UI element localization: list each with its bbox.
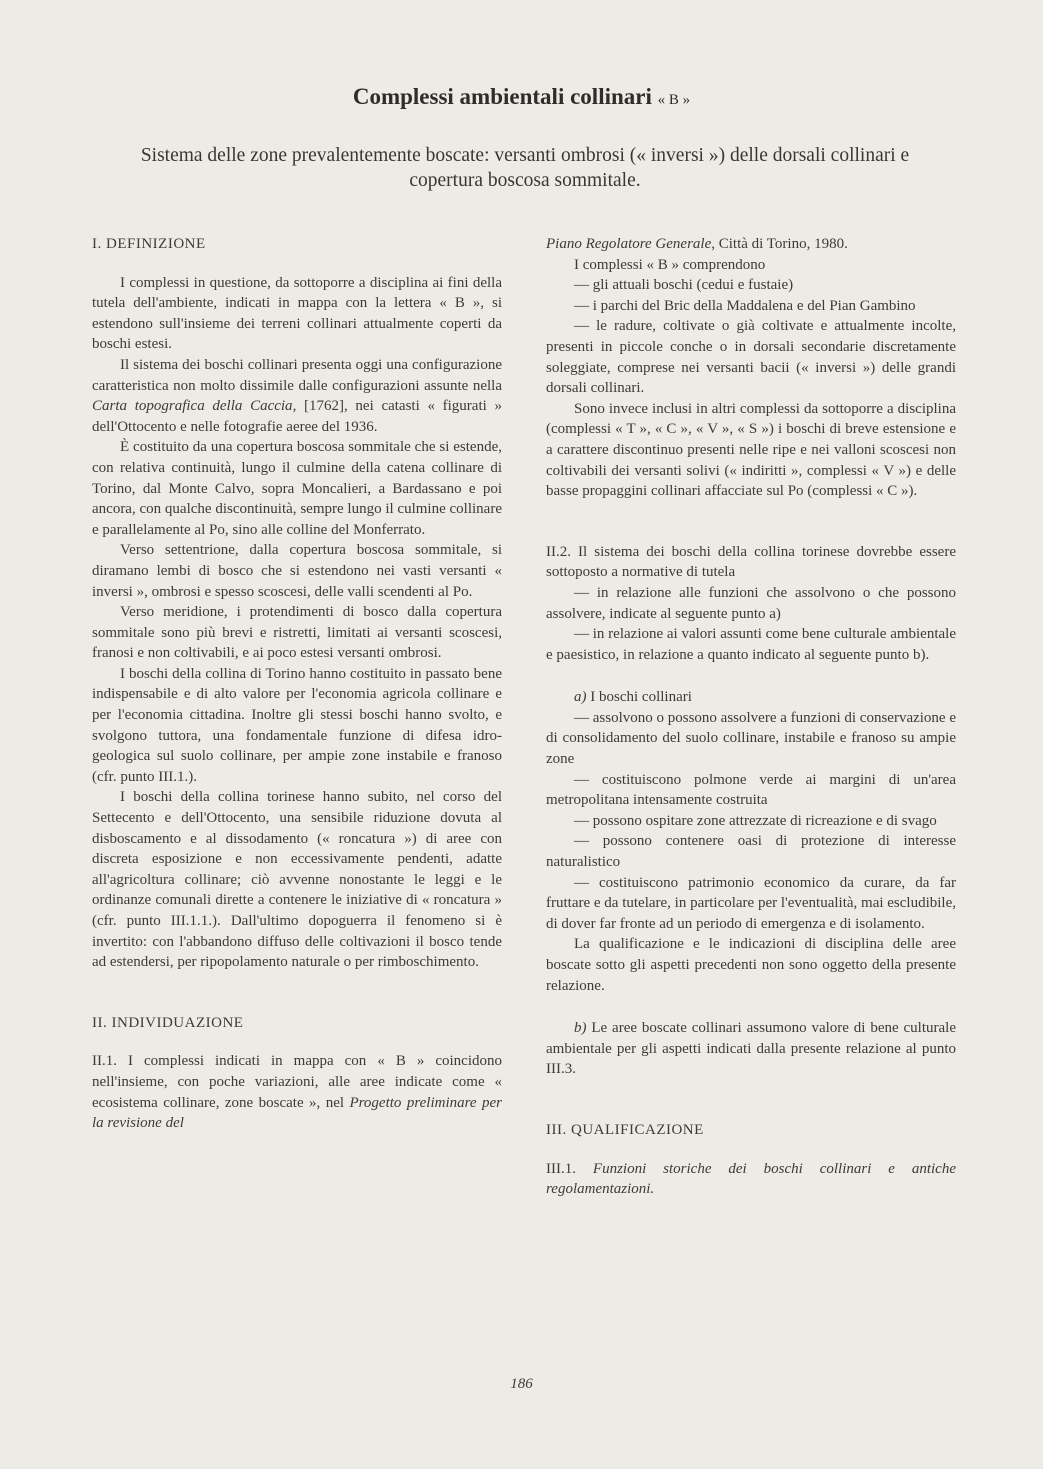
- list-item: — costituiscono polmone verde ai margini di un'area metropolitana intensamente costruita: [546, 771, 956, 809]
- paragraph: [546, 234, 956, 255]
- paragraph-text: II.1. I complessi indicati in mappa con « B » coincidono nell'insieme, con poche variazioni, alle aree indicate come « ecosistema collinare, zone boscate », nel: [92, 1053, 502, 1111]
- paragraph-text: Il sistema dei boschi collinari presenta oggi una configurazione caratteristica non molto dissimile dalle configurazioni assunte nella: [92, 356, 502, 394]
- paragraph: [92, 1051, 502, 1133]
- paragraph-text: III.1.: [546, 1160, 593, 1177]
- paragraph: I boschi della collina di Torino hanno costituito in passato bene indispensabile e di alto valore per l'economia agricola collinare e per l'economia cittadina. Inoltre gli stessi boschi hanno svolto, e svolgono tuttora, una fondamentale funzione di difesa idro-geologica sul suolo collinare, per ampie zone instabile e franoso (cfr. punto III.1.).: [92, 665, 502, 785]
- list-item: — costituiscono patrimonio economico da curare, da far fruttare e da tutelare, in particolare per l'eventualità, mai escludibile, di dover far fronte ad un periodo di emergenza e di isolamento.: [546, 874, 957, 932]
- right-column: [546, 234, 956, 1200]
- paragraph: II.2. Il sistema dei boschi della collina torinese dovrebbe essere sottoposto a normative di tutela: [546, 543, 956, 581]
- page-subtitle: Sistema delle zone prevalentemente boscate: versanti ombrosi (« inversi ») delle dorsali collinari e copertura boscosa sommitale.: [140, 145, 910, 191]
- list-item: — in relazione alle funzioni che assolvono o che possono assolvere, indicate al seguente punto a): [546, 584, 956, 622]
- paragraph: [546, 687, 956, 708]
- list-item: — assolvono o possono assolvere a funzioni di conservazione e di consolidamento del suolo collinare, instabile e franoso su ampie zone: [546, 709, 956, 768]
- paragraph: Verso settentrione, dalla copertura boscosa sommitale, si diramano lembi di bosco che si estendono nei vasti versanti « inversi », ombrosi e spesso scoscesi, delle valli scendenti al Po.: [92, 542, 502, 600]
- page-number: 186: [510, 1376, 533, 1392]
- paragraph: [546, 1159, 956, 1200]
- paragraph: Verso meridione, i protendimenti di bosco dalla copertura sommitale sono più brevi e ristretti, limitati ai versanti scoscesi, franosi e non coltivabili, e ai poco estesi versanti ombrosi.: [92, 604, 502, 662]
- citation-title: Progetto preliminare per la revisione del: [92, 1094, 502, 1132]
- paragraph: I complessi in questione, da sottoporre a disciplina ai fini della tutela dell'ambiente, indicati in mappa con la lettera « B », si estendono sull'insieme dei terreni collinari attualmente coperti da boschi estesi.: [92, 274, 502, 353]
- subsection-title: Funzioni storiche dei boschi collinari e antiche regolamentazioni.: [546, 1160, 956, 1198]
- paragraph: [92, 355, 502, 437]
- citation-title: Piano Regolatore Generale: [546, 236, 712, 252]
- paragraph: È costituito da una copertura boscosa sommitale che si estende, con relativa continuità, lungo il culmine della catena collinare di Torino, dal Monte Calvo, sopra Moncalieri, a Bardassano e poi ancora, con qualche discontinuità, sempre lungo il culmine collinare e parallelamente al Po, sino alle colline del Monferrato.: [92, 439, 502, 538]
- list-item: — possono contenere oasi di protezione di interesse naturalistico: [546, 833, 956, 871]
- paragraph: Sono invece inclusi in altri complessi da sottoporre a disciplina (complessi « T », « C », « V », « S ») i boschi di breve estensione e a carattere discontinuo presenti nelle ripe e nei valloni scoscesi non coltivabili dei versanti solivi (« indiritti », complessi « V ») e delle basse propaggini collinari affacciate sul Po (complessi « C »).: [546, 400, 956, 500]
- paragraph: I boschi della collina torinese hanno subito, nel corso del Settecento e dell'Ottocento, una sensibile riduzione dovuta al disboscamento e al dissodamento (« roncatura ») di aree con discreta esposizione e non eccessivamente pendenti, adatte all'agricoltura collinare; ciò avvenne nonostante le leggi e le ordinanze comunali dirette a contenere le iniziative di « roncatura » (cfr. punto III.1.1.). Dall'ultimo dopoguerra il fenomeno si è invertito: con l'abbandono diffuso delle coltivazioni il bosco tende ad estendersi, per ripopolamento naturale o per rimboschimento.: [92, 789, 502, 971]
- paragraph: [546, 1018, 956, 1080]
- left-column: [92, 234, 502, 1134]
- title-text: Complessi ambientali collinari: [352, 84, 652, 109]
- paragraph: I complessi « B » comprendono: [574, 256, 766, 273]
- list-item: — possono ospitare zone attrezzate di ricreazione e di svago: [574, 812, 937, 829]
- paragraph-text: , Città di Torino, 1980.: [711, 236, 848, 252]
- citation-title: Carta topografica della Caccia: [92, 398, 293, 415]
- item-letter: b): [574, 1020, 587, 1037]
- list-item: — i parchi del Bric della Maddalena e del Pian Gambino: [574, 297, 916, 314]
- title-tag: « B »: [657, 92, 691, 108]
- section-heading-qualificazione: III. QUALIFICAZIONE: [546, 1121, 704, 1138]
- list-item: — le radure, coltivate o già coltivate e attualmente incolte, presenti in piccole conche o in dorsali secondarie discretamente soleggiate, comprese nei versanti bacii (« inversi ») delle grandi dorsali collinari.: [546, 318, 956, 397]
- paragraph-text: Le aree boscate collinari assumono valore di bene culturale ambientale per gli aspetti indicati dalla presente relazione al punto III.3.: [546, 1020, 956, 1078]
- list-item: — gli attuali boschi (cedui e fustaie): [574, 277, 794, 294]
- paragraph-text: I boschi collinari: [586, 689, 692, 706]
- section-heading-individuazione: II. INDIVIDUAZIONE: [92, 1014, 244, 1031]
- item-letter: a): [574, 689, 587, 706]
- section-heading-definizione: I. DEFINIZIONE: [92, 236, 206, 252]
- list-item: — in relazione ai valori assunti come bene culturale ambientale e paesistico, in relazione a quanto indicato al seguente punto b).: [546, 626, 956, 663]
- paragraph: La qualificazione e le indicazioni di disciplina delle aree boscate sotto gli aspetti precedenti non sono oggetto della presente relazione.: [546, 936, 956, 994]
- paragraph-text: , [1762], nei catasti « figurati » dell'Ottocento e nelle fotografie aeree del 1936.: [92, 398, 502, 435]
- page-title: [0, 84, 1043, 110]
